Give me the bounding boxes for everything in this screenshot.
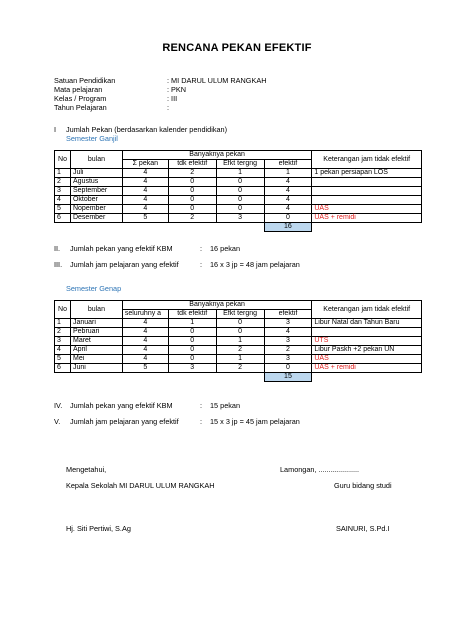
header-sub: Σ pekan [122,160,168,169]
table-row [55,337,422,346]
cell-value: 5 [122,214,168,223]
cell-bulan: Juli [70,169,122,178]
header-keterangan: Keterangan jam tidak efektif [312,301,422,319]
cell-value: 4 [264,187,312,196]
cell-value: 3 [264,337,312,346]
cell-value: 4 [122,169,168,178]
table-row [55,178,422,187]
cell-value: 0 [216,328,264,337]
mengetahui-text: Mengetahui, [66,465,107,474]
cell-no: 1 [55,169,71,178]
line-number: II. [54,244,61,253]
cell-bulan: Mei [70,355,122,364]
cell-value: 0 [168,178,216,187]
table-row [55,187,422,196]
kepala-sekolah-name: Hj. Siti Pertiwi, S.Ag [66,524,131,533]
cell-value: 3 [168,364,216,373]
cell-bulan: Maret [70,337,122,346]
cell-keterangan [312,196,422,205]
cell-value: 4 [122,319,168,328]
cell-value: 4 [264,196,312,205]
guru-name: SAINURI, S.Pd.I [336,524,390,533]
cell-value: 0 [168,328,216,337]
semester-label: Semester Ganjil [66,134,118,143]
cell-no: 2 [55,178,71,187]
cell-keterangan [312,187,422,196]
cell-keterangan: UAS [312,355,422,364]
header-no: No [55,301,71,319]
cell-value: 3 [264,355,312,364]
cell-value: 0 [168,355,216,364]
line-colon: : [200,244,203,253]
cell-no: 1 [55,319,71,328]
total-row [55,373,422,382]
pekan-table-genap [54,300,422,382]
header-banyak: Banyaknya pekan [122,151,311,160]
line-number: IV. [54,401,63,410]
cell-value: 0 [168,337,216,346]
cell-value: 0 [216,196,264,205]
line-text: Jumlah jam pelajaran yang efektif [70,260,179,269]
table-row [55,214,422,223]
cell-no: 5 [55,355,71,364]
header-sub: tdk efektif [168,310,216,319]
table-row [55,364,422,373]
info-value: : III [167,94,178,103]
cell-value: 0 [264,214,312,223]
header-sub: tdk efektif [168,160,216,169]
cell-value: 0 [216,178,264,187]
info-label: Kelas / Program [54,94,107,103]
cell-value: 0 [216,319,264,328]
header-sub: efektif [264,310,312,319]
line-colon: : [200,417,203,426]
cell-value: 2 [216,364,264,373]
cell-bulan: Desember [70,214,122,223]
cell-value: 4 [122,355,168,364]
cell-value: 4 [122,196,168,205]
info-label: Satuan Pendidikan [54,76,116,85]
cell-value: 4 [122,187,168,196]
header-sub: seluruhny a [122,310,168,319]
cell-value: 4 [122,178,168,187]
table-row [55,346,422,355]
pekan-table-ganjil [54,150,422,232]
guru-title: Guru bidang studi [334,481,392,490]
semester-label: Semester Genap [66,284,122,293]
line-number: III. [54,260,63,269]
section-heading: Jumlah Pekan (berdasarkan kalender pendidikan) [66,125,228,134]
cell-value: 2 [216,346,264,355]
line-value: 16 pekan [210,244,241,253]
header-sub: Efkt tergng [216,310,264,319]
cell-bulan: Nopember [70,205,122,214]
cell-value: 2 [168,169,216,178]
cell-value: 4 [264,328,312,337]
cell-keterangan: UAS + remidi [312,214,422,223]
table-row [55,319,422,328]
line-value: 16 x 3 jp = 48 jam pelajaran [210,260,300,269]
header-sub: efektif [264,160,312,169]
cell-bulan: Oktober [70,196,122,205]
cell-value: 2 [168,214,216,223]
line-text: Jumlah pekan yang efektif KBM [70,244,173,253]
cell-value: 1 [264,169,312,178]
cell-bulan: Agustus [70,178,122,187]
info-value: : MI DARUL ULUM RANGKAH [167,76,267,85]
cell-value: 0 [168,187,216,196]
line-number: V. [54,417,61,426]
total-row [55,223,422,232]
table-row [55,328,422,337]
cell-value: 0 [168,196,216,205]
line-value: 15 x 3 jp = 45 jam pelajaran [210,417,300,426]
cell-no: 6 [55,364,71,373]
cell-keterangan: 1 pekan persiapan LOS [312,169,422,178]
cell-value: 3 [216,214,264,223]
cell-value: 1 [216,355,264,364]
cell-bulan: Januari [70,319,122,328]
header-keterangan: Keterangan jam tidak efektif [312,151,422,169]
cell-value: 4 [264,178,312,187]
info-label: Tahun Pelajaran [54,103,107,112]
header-no: No [55,151,71,169]
cell-value: 4 [122,346,168,355]
header-bulan: bulan [70,301,122,319]
line-text: Jumlah jam pelajaran yang efektif [70,417,179,426]
cell-no: 3 [55,337,71,346]
cell-value: 1 [216,337,264,346]
cell-value: 0 [264,364,312,373]
cell-value: 4 [264,205,312,214]
cell-value: 0 [216,205,264,214]
cell-value: 3 [264,319,312,328]
cell-value: 4 [122,328,168,337]
cell-keterangan: UAS [312,205,422,214]
cell-no: 3 [55,187,71,196]
total-efektif: 15 [264,373,312,382]
cell-value: 2 [264,346,312,355]
cell-no: 2 [55,328,71,337]
cell-value: 1 [168,319,216,328]
page-title: RENCANA PEKAN EFEKTIF [162,42,312,54]
cell-keterangan: Libur Paskh +2 pekan UN [312,346,422,355]
cell-value: 4 [122,337,168,346]
info-label: Mata pelajaran [54,85,103,94]
cell-value: 1 [216,169,264,178]
line-value: 15 pekan [210,401,241,410]
place-date: Lamongan, .................... [280,465,360,474]
kepala-sekolah-title: Kepala Sekolah MI DARUL ULUM RANGKAH [66,481,215,490]
section-number: I [54,125,57,134]
info-value: : PKN [167,85,187,94]
cell-bulan: Pebruari [70,328,122,337]
cell-no: 6 [55,214,71,223]
cell-keterangan [312,178,422,187]
cell-keterangan: Libur Natal dan Tahun Baru [312,319,422,328]
cell-bulan: Juni [70,364,122,373]
cell-bulan: April [70,346,122,355]
cell-keterangan: UTS [312,337,422,346]
cell-bulan: September [70,187,122,196]
cell-no: 4 [55,346,71,355]
cell-value: 5 [122,364,168,373]
line-colon: : [200,401,203,410]
table-row [55,169,422,178]
header-bulan: bulan [70,151,122,169]
line-text: Jumlah pekan yang efektif KBM [70,401,173,410]
cell-keterangan [312,328,422,337]
cell-no: 5 [55,205,71,214]
cell-value: 4 [122,205,168,214]
info-value: : [167,103,170,112]
table-row [55,355,422,364]
cell-value: 0 [216,187,264,196]
cell-keterangan: UAS + remidi [312,364,422,373]
table-row [55,196,422,205]
header-sub: Efkt tergng [216,160,264,169]
cell-value: 0 [168,346,216,355]
total-efektif: 16 [264,223,312,232]
cell-value: 0 [168,205,216,214]
table-row [55,205,422,214]
cell-no: 4 [55,196,71,205]
header-banyak: Banyaknya pekan [122,301,312,310]
line-colon: : [200,260,203,269]
